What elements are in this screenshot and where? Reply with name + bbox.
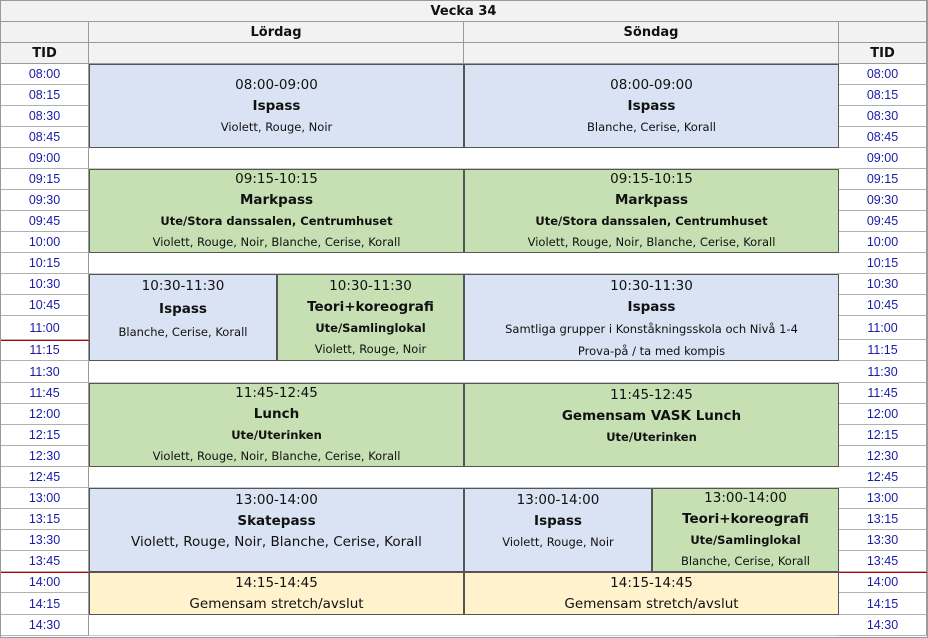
time-slot-left: 10:15 — [1, 253, 89, 274]
time-slot-right: 11:15 — [839, 340, 927, 361]
block-name: Gemensam stretch/avslut — [564, 595, 739, 612]
time-slot-right: 11:00 — [839, 316, 927, 340]
sun-ispass-1300 — [464, 488, 652, 572]
sun-ispass-1030 — [464, 274, 839, 361]
time-column-divider — [1, 572, 89, 573]
block-time: 11:45-12:45 — [235, 385, 318, 401]
time-slot-left: 09:15 — [1, 169, 89, 190]
sat-markpass-0915 — [89, 169, 464, 253]
time-slot-left: 09:30 — [1, 190, 89, 211]
time-slot-left: 12:00 — [1, 404, 89, 425]
block-groups: Violett, Rouge, Noir, Blanche, Cerise, Korall — [131, 534, 422, 550]
block-time: 13:00-14:00 — [516, 492, 600, 508]
block-groups: Violett, Rouge, Noir, Blanche, Cerise, Korall — [152, 449, 401, 463]
time-slot-left: 08:00 — [1, 64, 89, 85]
time-slot-right: 12:45 — [839, 467, 927, 488]
time-slot-right: 10:15 — [839, 253, 927, 274]
time-slot-right: 09:45 — [839, 211, 927, 232]
block-time: 10:30-11:30 — [329, 277, 412, 294]
sat-lunch-1145 — [89, 383, 464, 467]
sat-skatepass-1300 — [89, 488, 464, 572]
time-slot-left: 10:45 — [1, 295, 89, 316]
sat-stretch-1415 — [89, 572, 464, 615]
time-slot-left: 13:30 — [1, 530, 89, 551]
time-slot-left: 14:00 — [1, 572, 89, 593]
time-slot-right: 12:00 — [839, 404, 927, 425]
block-time: 09:15-10:15 — [610, 171, 693, 187]
time-slot-left: 11:45 — [1, 383, 89, 404]
block-location: Ute/Samlinglokal — [315, 320, 426, 335]
day-header-sunday: Söndag — [464, 22, 839, 43]
block-time: 08:00-09:00 — [235, 76, 318, 93]
time-slot-left: 11:30 — [1, 361, 89, 383]
sun-stretch-1415 — [464, 572, 839, 615]
time-slot-right: 12:15 — [839, 425, 927, 446]
block-name: Markpass — [614, 192, 689, 208]
time-slot-right: 08:00 — [839, 64, 927, 85]
block-name: Lunch — [253, 406, 300, 422]
time-slot-left: 13:15 — [1, 509, 89, 530]
time-slot-right: 13:00 — [839, 488, 927, 509]
time-slot-left: 14:15 — [1, 593, 89, 615]
time-slot-left: 13:00 — [1, 488, 89, 509]
block-time: 10:30-11:30 — [610, 278, 693, 294]
block-location: Ute/Stora danssalen, Centrumhuset — [160, 214, 393, 228]
time-column-divider — [1, 340, 89, 341]
block-name: Ispass — [252, 97, 301, 114]
time-slot-right: 13:30 — [839, 530, 927, 551]
block-name: Teori+koreografi — [307, 298, 434, 315]
block-name: Gemensam VASK Lunch — [561, 408, 742, 424]
time-slot-right: 10:30 — [839, 274, 927, 295]
sat-ispass-0800 — [89, 64, 464, 148]
time-slot-right: 13:15 — [839, 509, 927, 530]
block-location: Ute/Uterinken — [606, 430, 697, 444]
time-slot-right: 09:00 — [839, 148, 927, 169]
time-slot-left: 11:15 — [1, 340, 89, 361]
day-header-saturday: Lördag — [89, 22, 464, 43]
block-time: 13:00-14:00 — [235, 492, 318, 508]
block-time: 10:30-11:30 — [141, 278, 225, 294]
time-header-corner-right — [839, 22, 927, 43]
block-groups: Blanche, Cerise, Korall — [681, 554, 810, 568]
block-time: 13:00-14:00 — [704, 490, 787, 506]
time-slot-left: 09:45 — [1, 211, 89, 232]
time-slot-right: 09:15 — [839, 169, 927, 190]
block-groups: Violett, Rouge, Noir, Blanche, Cerise, Korall — [527, 235, 776, 249]
sun-markpass-0915 — [464, 169, 839, 253]
time-column-header-left: TID — [1, 43, 89, 64]
gap-row-0900 — [89, 148, 839, 169]
block-name: Teori+koreografi — [682, 511, 809, 527]
time-slot-left: 12:45 — [1, 467, 89, 488]
time-slot-left: 09:00 — [1, 148, 89, 169]
time-slot-right: 10:45 — [839, 295, 927, 316]
day-subheader-sunday — [464, 43, 839, 64]
time-slot-left: 12:15 — [1, 425, 89, 446]
time-header-corner — [1, 22, 89, 43]
block-name: Ispass — [534, 513, 582, 529]
time-column-divider — [839, 572, 927, 573]
time-slot-left: 13:45 — [1, 551, 89, 572]
block-time: 11:45-12:45 — [610, 387, 693, 403]
block-name: Ispass — [627, 97, 676, 114]
sun-ispass-0800 — [464, 64, 839, 148]
time-slot-left: 10:30 — [1, 274, 89, 295]
block-groups: Violett, Rouge, Noir — [502, 535, 614, 549]
sun-teori-1300 — [652, 488, 839, 572]
block-groups: Violett, Rouge, Noir, Blanche, Cerise, Korall — [152, 235, 401, 249]
time-slot-right: 09:30 — [839, 190, 927, 211]
time-slot-right: 14:30 — [839, 615, 927, 636]
gap-row-1430 — [89, 615, 839, 636]
week-title: Vecka 34 — [1, 1, 927, 22]
time-slot-right: 11:30 — [839, 361, 927, 383]
block-time: 14:15-14:45 — [610, 574, 693, 591]
block-groups: Violett, Rouge, Noir — [220, 119, 333, 134]
block-name: Ispass — [159, 301, 207, 317]
block-note: Prova-på / ta med kompis — [577, 344, 726, 358]
time-slot-left: 11:00 — [1, 316, 89, 340]
time-slot-left: 08:45 — [1, 127, 89, 148]
block-time: 14:15-14:45 — [235, 574, 318, 591]
time-slot-right: 08:45 — [839, 127, 927, 148]
block-location: Ute/Samlinglokal — [690, 533, 801, 547]
time-slot-right: 11:45 — [839, 383, 927, 404]
time-slot-left: 12:30 — [1, 446, 89, 467]
time-slot-right: 08:15 — [839, 85, 927, 106]
sat-ispass-1030 — [89, 274, 277, 361]
sat-teori-1030 — [277, 274, 464, 361]
block-location: Ute/Uterinken — [231, 428, 322, 442]
time-column-header-right: TID — [839, 43, 927, 64]
gap-row-1245 — [89, 467, 839, 488]
block-location: Ute/Stora danssalen, Centrumhuset — [535, 214, 768, 228]
time-slot-right: 10:00 — [839, 232, 927, 253]
time-slot-right: 12:30 — [839, 446, 927, 467]
block-name: Markpass — [239, 192, 314, 208]
time-slot-right: 14:15 — [839, 593, 927, 615]
time-slot-left: 08:15 — [1, 85, 89, 106]
sun-lunch-1145 — [464, 383, 839, 467]
time-slot-right: 08:30 — [839, 106, 927, 127]
block-groups: Samtliga grupper i Konståkningsskola och Nivå 1-4 — [505, 322, 798, 336]
block-name: Gemensam stretch/avslut — [189, 595, 364, 612]
time-slot-right: 13:45 — [839, 551, 927, 572]
block-groups: Blanche, Cerise, Korall — [587, 119, 716, 134]
block-name: Skatepass — [237, 513, 316, 529]
block-groups: Blanche, Cerise, Korall — [118, 325, 248, 339]
block-time: 08:00-09:00 — [610, 76, 693, 93]
gap-row-1015 — [89, 253, 839, 274]
time-slot-right: 14:00 — [839, 572, 927, 593]
day-subheader-saturday — [89, 43, 464, 64]
time-slot-left: 14:30 — [1, 615, 89, 636]
block-name: Ispass — [627, 299, 676, 315]
time-slot-left: 08:30 — [1, 106, 89, 127]
block-groups: Violett, Rouge, Noir — [314, 341, 427, 356]
gap-row-1130 — [89, 361, 839, 383]
time-slot-left: 10:00 — [1, 232, 89, 253]
block-time: 09:15-10:15 — [235, 171, 318, 187]
